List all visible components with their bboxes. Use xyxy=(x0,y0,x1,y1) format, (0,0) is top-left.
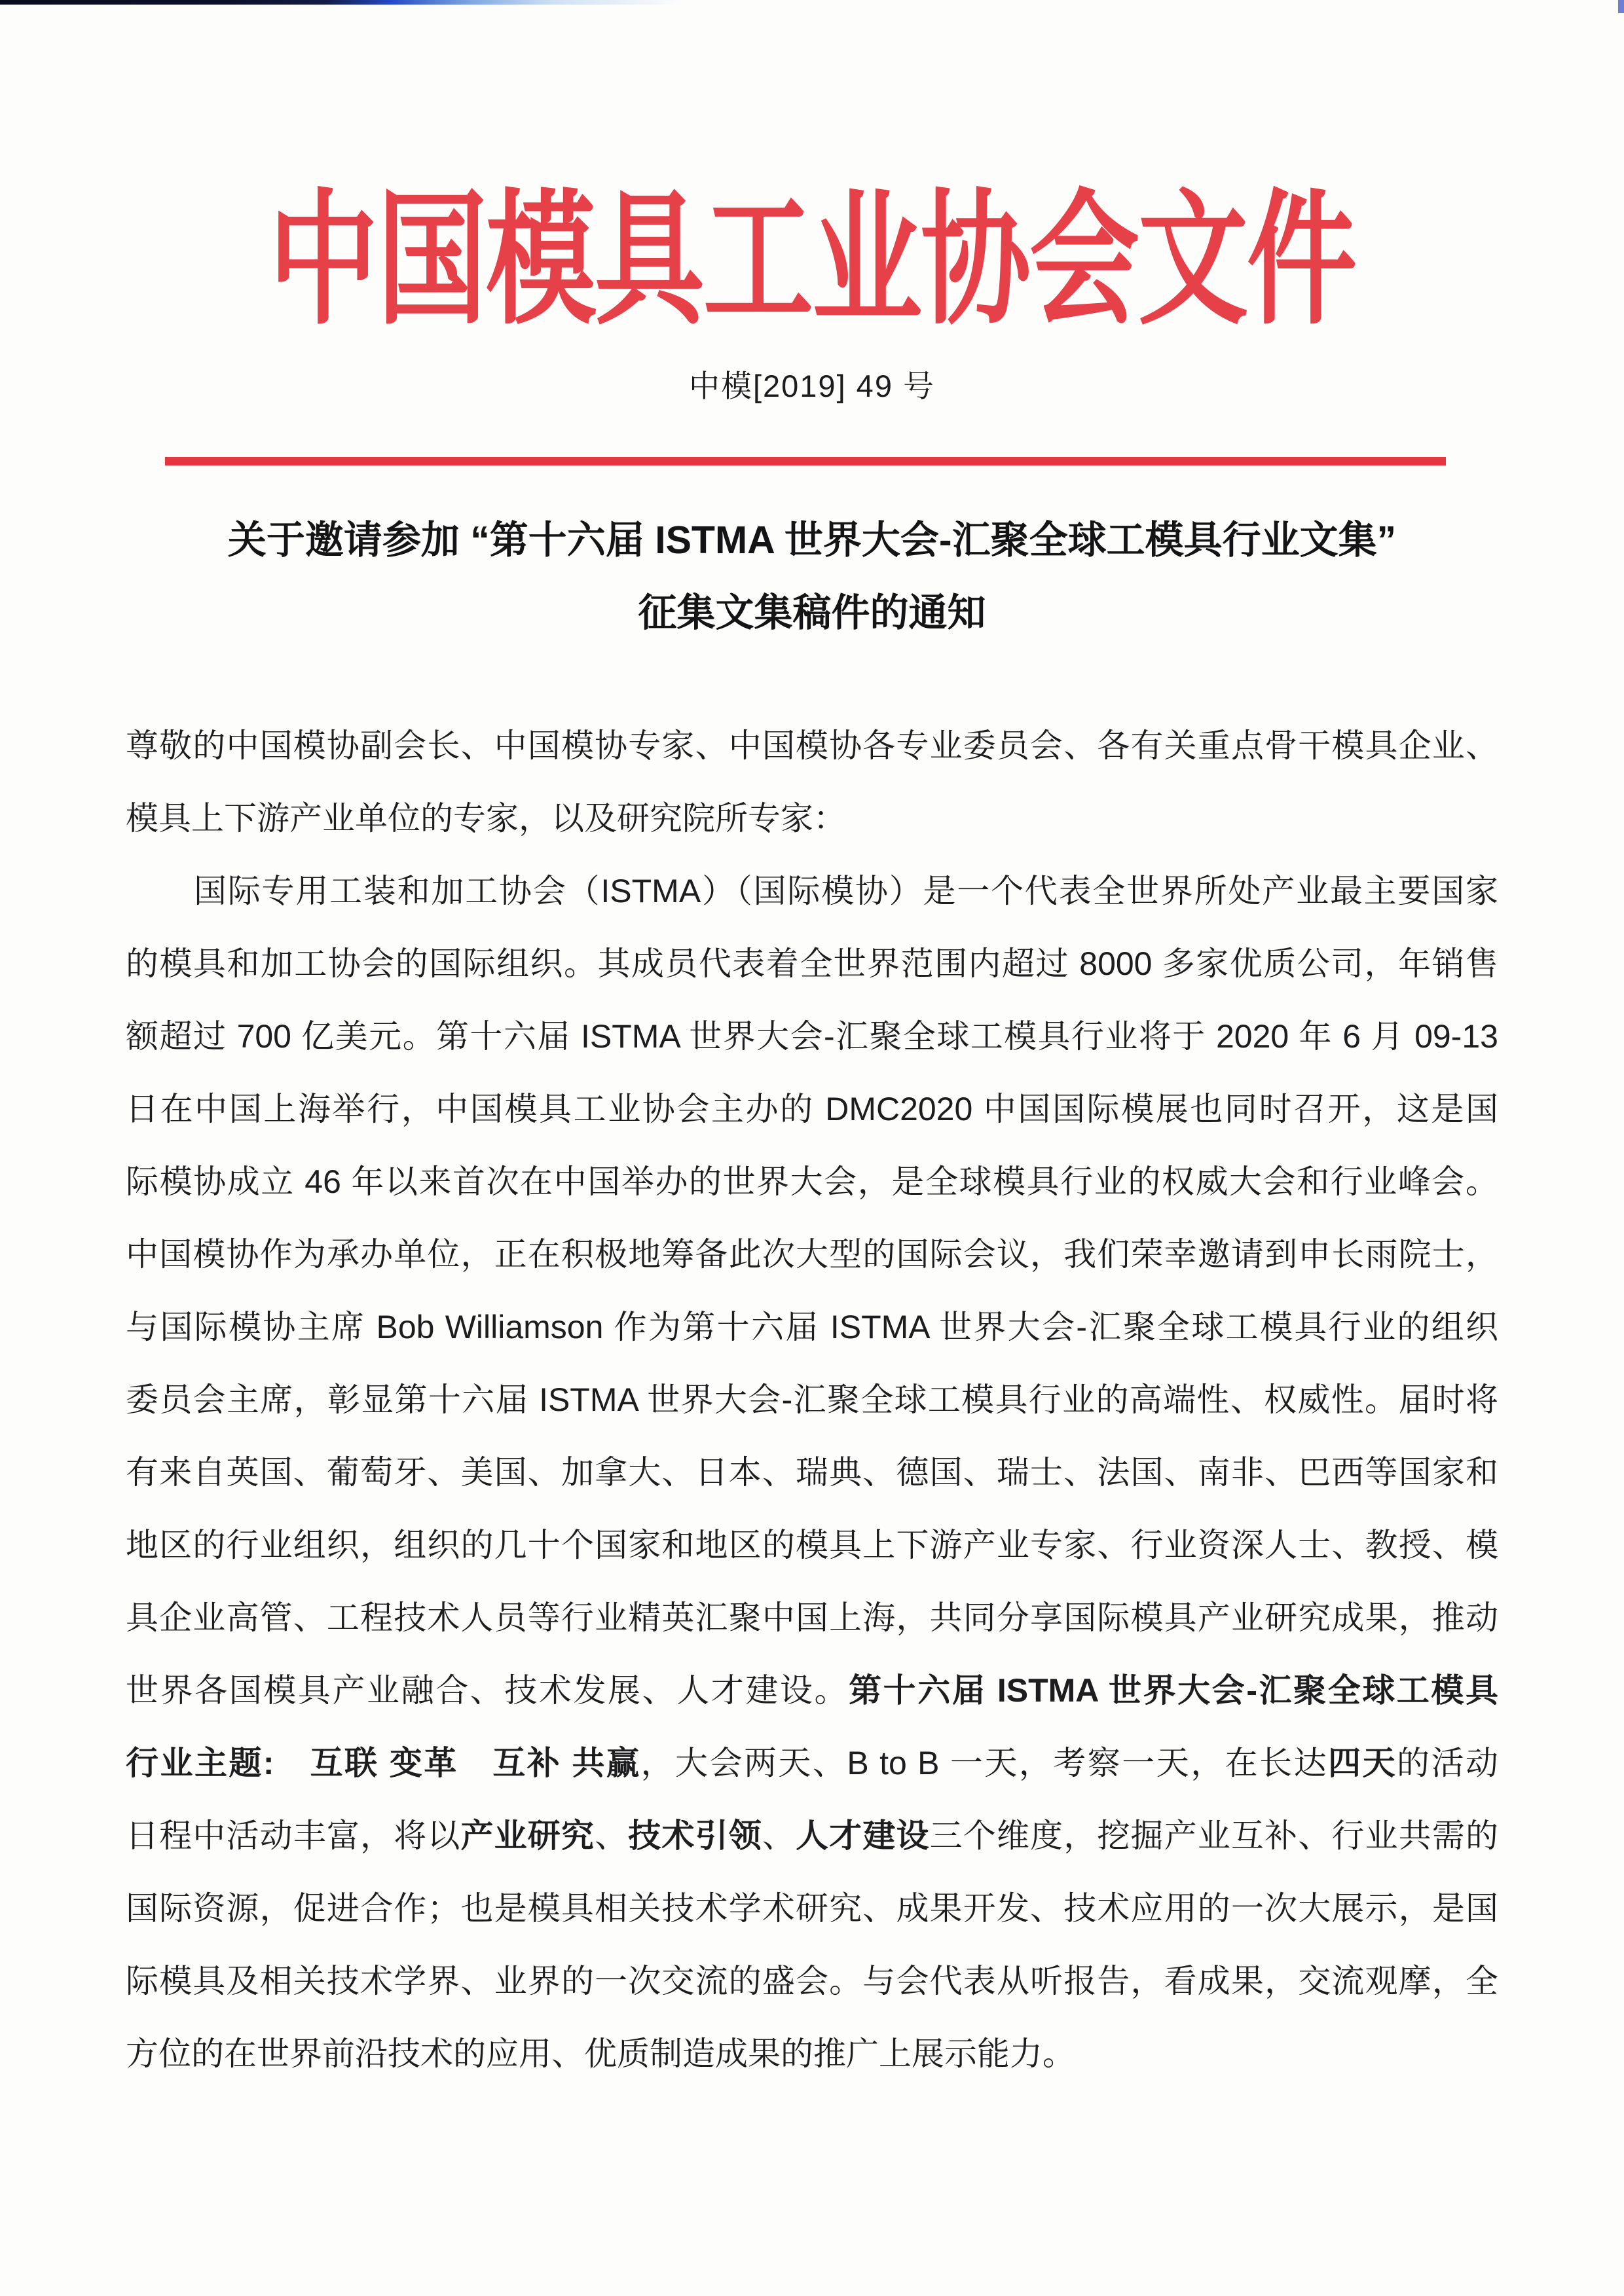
body-text xyxy=(126,710,1498,2090)
body-line xyxy=(126,1146,1498,1218)
bold-text-run: 行业主题: 互联 变革 互补 共赢 xyxy=(126,1745,641,1781)
body-line xyxy=(126,710,1498,782)
text-run: 、 xyxy=(595,1817,629,1854)
text-run: 方位的在世界前沿技术的应用、优质制造成果的推广上展示能力。 xyxy=(126,2035,1075,2072)
body-line xyxy=(126,1872,1498,1945)
text-run: 世界各国模具产业融合、技术发展、人才建设。 xyxy=(126,1672,849,1709)
subject-title xyxy=(63,504,1561,649)
bold-text-run: 四天 xyxy=(1328,1745,1397,1781)
text-run: 有来自英国、葡萄牙、美国、加拿大、日本、瑞典、德国、瑞士、法国、南非、巴西等国家和 xyxy=(126,1454,1498,1491)
body-line xyxy=(126,1073,1498,1146)
text-run: 额超过 700 亿美元。第十六届 ISTMA 世界大会-汇聚全球工模具行业将于 2020 年 6 月 09-13 xyxy=(126,1018,1498,1055)
red-divider-rule xyxy=(165,457,1446,465)
org-header-title: 中国模具工业协会文件 xyxy=(268,173,1356,345)
text-run: 三个维度，挖掘产业互补、行业共需的 xyxy=(929,1817,1499,1854)
body-line xyxy=(126,1727,1498,1800)
text-run: 与国际模协主席 Bob Williamson 作为第十六届 ISTMA 世界大会-汇聚全球工模具行业的组织 xyxy=(126,1309,1498,1345)
subject-title-line-2: 征集文集稿件的通知 xyxy=(638,591,986,634)
text-run: 际模具及相关技术学界、业界的一次交流的盛会。与会代表从听报告，看成果，交流观摩，全 xyxy=(126,1963,1498,1999)
text-run: 的模具和加工协会的国际组织。其成员代表着全世界范围内超过 8000 多家优质公司，年销售 xyxy=(126,945,1498,982)
document-number: 中模[2019] 49 号 xyxy=(688,369,936,403)
bold-text-run: 技术引领 xyxy=(628,1817,762,1854)
body-line xyxy=(126,855,1498,928)
scan-artifact-top-right xyxy=(1618,0,1624,13)
body-line xyxy=(126,1436,1498,1509)
bold-text-run: 人才建设 xyxy=(796,1817,930,1854)
text-run: 中国模协作为承办单位，正在积极地筹备此次大型的国际会议，我们荣幸邀请到申长雨院士， xyxy=(126,1236,1498,1273)
body-line xyxy=(126,1218,1498,1291)
text-run: 日在中国上海举行，中国模具工业协会主办的 DMC2020 中国国际模展也同时召开，这是国 xyxy=(126,1091,1498,1127)
text-run: 尊敬的中国模协副会长、中国模协专家、中国模协各专业委员会、各有关重点骨干模具企业、 xyxy=(126,727,1498,764)
text-run: 际模协成立 46 年以来首次在中国举办的世界大会，是全球模具行业的权威大会和行业峰会。 xyxy=(126,1163,1498,1200)
text-run: 国际专用工装和加工协会（ISTMA）（国际模协）是一个代表全世界所处产业最主要国家 xyxy=(194,873,1498,909)
body-line xyxy=(126,1945,1498,2018)
body-line xyxy=(126,1000,1498,1073)
body-line xyxy=(126,1364,1498,1436)
text-run: 委员会主席，彰显第十六届 ISTMA 世界大会-汇聚全球工模具行业的高端性、权威性。届时将 xyxy=(126,1381,1498,1418)
text-run: 、 xyxy=(762,1817,796,1854)
bold-text-run: 产业研究 xyxy=(460,1817,595,1854)
text-run: 地区的行业组织，组织的几十个国家和地区的模具上下游产业专家、行业资深人士、教授、模 xyxy=(126,1527,1498,1563)
body-line xyxy=(126,1800,1498,1872)
text-run: 具企业高管、工程技术人员等行业精英汇聚中国上海，共同分享国际模具产业研究成果，推动 xyxy=(126,1599,1498,1636)
scan-artifact-top-edge xyxy=(0,0,1624,5)
body-line xyxy=(126,1291,1498,1364)
text-run: 日程中活动丰富，将以 xyxy=(126,1817,461,1854)
bold-text-run: 第十六届 ISTMA 世界大会-汇聚全球工模具 xyxy=(849,1672,1498,1709)
body-line xyxy=(126,1654,1498,1727)
body-line xyxy=(126,1509,1498,1582)
body-line xyxy=(126,928,1498,1000)
text-run: 模具上下游产业单位的专家，以及研究院所专家： xyxy=(126,800,846,837)
body-line xyxy=(126,1582,1498,1654)
text-run: 国际资源，促进合作；也是模具相关技术学术研究、成果开发、技术应用的一次大展示，是国 xyxy=(126,1890,1498,1927)
text-run: ，大会两天、B to B 一天，考察一天，在长达 xyxy=(640,1745,1329,1781)
text-run: 的活动 xyxy=(1397,1745,1498,1781)
subject-title-line-1: 关于邀请参加 “第十六届 ISTMA 世界大会-汇聚全球工模具行业文集” xyxy=(227,519,1397,562)
body-line xyxy=(126,2018,1498,2090)
body-line xyxy=(126,782,1498,855)
